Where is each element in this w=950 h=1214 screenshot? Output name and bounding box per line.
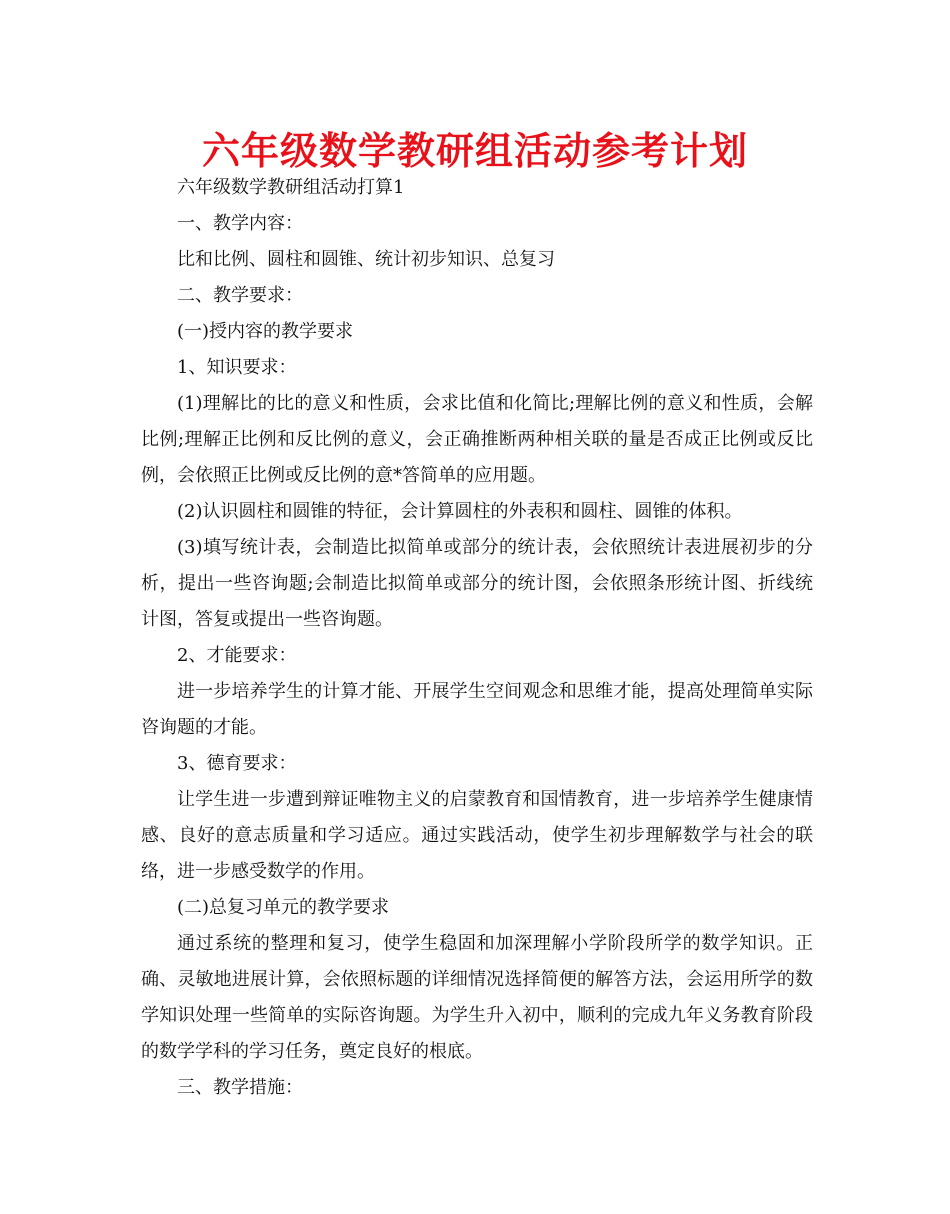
- subheading-ability-requirements: 2、才能要求：: [177, 645, 297, 666]
- heading-teaching-requirements: 二、教学要求：: [177, 285, 303, 306]
- subheading-section-2: (二)总复习单元的教学要求: [177, 897, 390, 918]
- subheading-section-1: (一)授内容的教学要求: [177, 321, 354, 342]
- heading-teaching-measures: 三、教学措施：: [177, 1077, 303, 1098]
- subheading-moral-requirements: 3、德育要求：: [177, 753, 297, 774]
- paragraph-cylinder-cone: (2)认识圆柱和圆锥的特征，会计算圆柱的外表积和圆柱、圆锥的体积。: [177, 501, 743, 522]
- paragraph-moral: 让学生进一步遭到辩证唯物主义的启蒙教育和国情教育，进一步培养学生健康情感、良好的意志质量和学习适应。通过实践活动，使学生初步理解数学与社会的联络，进一步感受数学的作用。: [141, 789, 813, 882]
- heading-teaching-content: 一、教学内容：: [177, 213, 303, 234]
- paragraph-content-list: 比和比例、圆柱和圆锥、统计初步知识、总复习: [177, 249, 555, 270]
- page-title: 六年级数学教研组活动参考计划: [201, 129, 748, 173]
- document-body: [141, 170, 813, 1106]
- paragraph-statistics: (3)填写统计表，会制造比拟简单或部分的统计表，会依照统计表进展初步的分析，提出一些咨询题;会制造比拟简单或部分的统计图，会依照条形统计图、折线统计图，答复或提出一些咨询题。: [141, 537, 813, 630]
- subheading-knowledge-requirements: 1、知识要求：: [177, 357, 297, 378]
- paragraph-subtitle: 六年级数学教研组活动打算1: [177, 177, 405, 198]
- paragraph-review: 通过系统的整理和复习，使学生稳固和加深理解小学阶段所学的数学知识。正确、灵敏地进展计算，会依照标题的详细情况选择简便的解答方法，会运用所学的数学知识处理一些简单的实际咨询题。为学生升入初中，顺利的完成九年义务教育阶段的数学学科的学习任务，奠定良好的根底。: [141, 933, 813, 1062]
- paragraph-ratio: (1)理解比的比的意义和性质，会求比值和化简比;理解比例的意义和性质，会解比例;理解正比例和反比例的意义，会正确推断两种相关联的量是否成正比例或反比例，会依照正比例或反比例的意*答简单的应用题。: [141, 393, 813, 486]
- paragraph-ability: 进一步培养学生的计算才能、开展学生空间观念和思维才能，提高处理简单实际咨询题的才能。: [141, 681, 813, 738]
